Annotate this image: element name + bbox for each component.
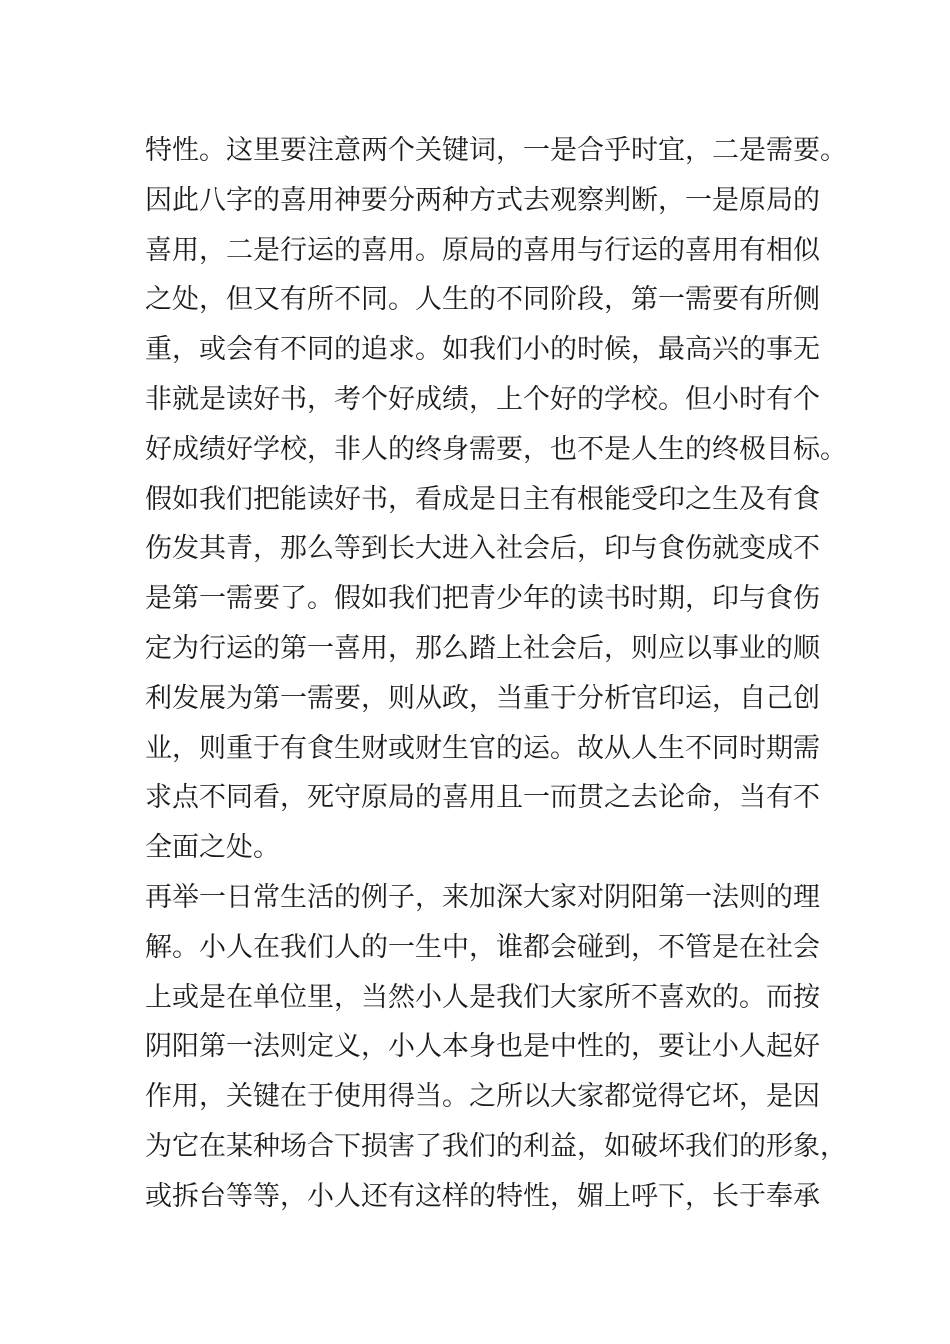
text-line: 定为行运的第一喜用，那么踏上社会后，则应以事业的顺 (145, 632, 820, 664)
text-line: 全面之处。 (145, 832, 280, 864)
text-line: 重，或会有不同的追求。如我们小的时候，最高兴的事无 (145, 334, 820, 366)
text-line: 是第一需要了。假如我们把青少年的读书时期，印与食伤 (145, 583, 820, 615)
text-line: 假如我们把能读好书，看成是日主有根能受印之生及有食 (145, 483, 820, 515)
text-line: 上或是在单位里，当然小人是我们大家所不喜欢的。而按 (145, 981, 820, 1013)
text-line: 利发展为第一需要，则从政，当重于分析官印运，自己创 (145, 682, 820, 714)
text-line: 再举一日常生活的例子，来加深大家对阴阳第一法则的理 (145, 881, 820, 913)
text-line: 好成绩好学校，非人的终身需要，也不是人生的终极目标。 (145, 433, 847, 465)
text-line: 解。小人在我们人的一生中，谁都会碰到，不管是在社会 (145, 931, 820, 963)
text-line: 为它在某种场合下损害了我们的利益，如破坏我们的形象， (145, 1130, 847, 1162)
text-line: 求点不同看，死守原局的喜用且一而贯之去论命，当有不 (145, 782, 820, 814)
text-line: 业，则重于有食生财或财生官的运。故从人生不同时期需 (145, 732, 820, 764)
text-line: 非就是读好书，考个好成绩，上个好的学校。但小时有个 (145, 383, 820, 415)
text-line: 伤发其青，那么等到长大进入社会后，印与食伤就变成不 (145, 533, 820, 565)
text-line: 喜用，二是行运的喜用。原局的喜用与行运的喜用有相似 (145, 234, 820, 266)
text-line: 或拆台等等，小人还有这样的特性，媚上呼下，长于奉承 (145, 1180, 820, 1212)
body-text (145, 126, 847, 1222)
text-line: 作用，关键在于使用得当。之所以大家都觉得它坏，是因 (145, 1081, 820, 1113)
text-line: 阴阳第一法则定义，小人本身也是中性的，要让小人起好 (145, 1031, 820, 1063)
text-line: 特性。这里要注意两个关键词，一是合乎时宜，二是需要。 (145, 135, 847, 166)
text-line: 之处，但又有所不同。人生的不同阶段，第一需要有所侧 (145, 284, 820, 316)
text-line: 因此八字的喜用神要分两种方式去观察判断，一是原局的 (145, 184, 820, 216)
